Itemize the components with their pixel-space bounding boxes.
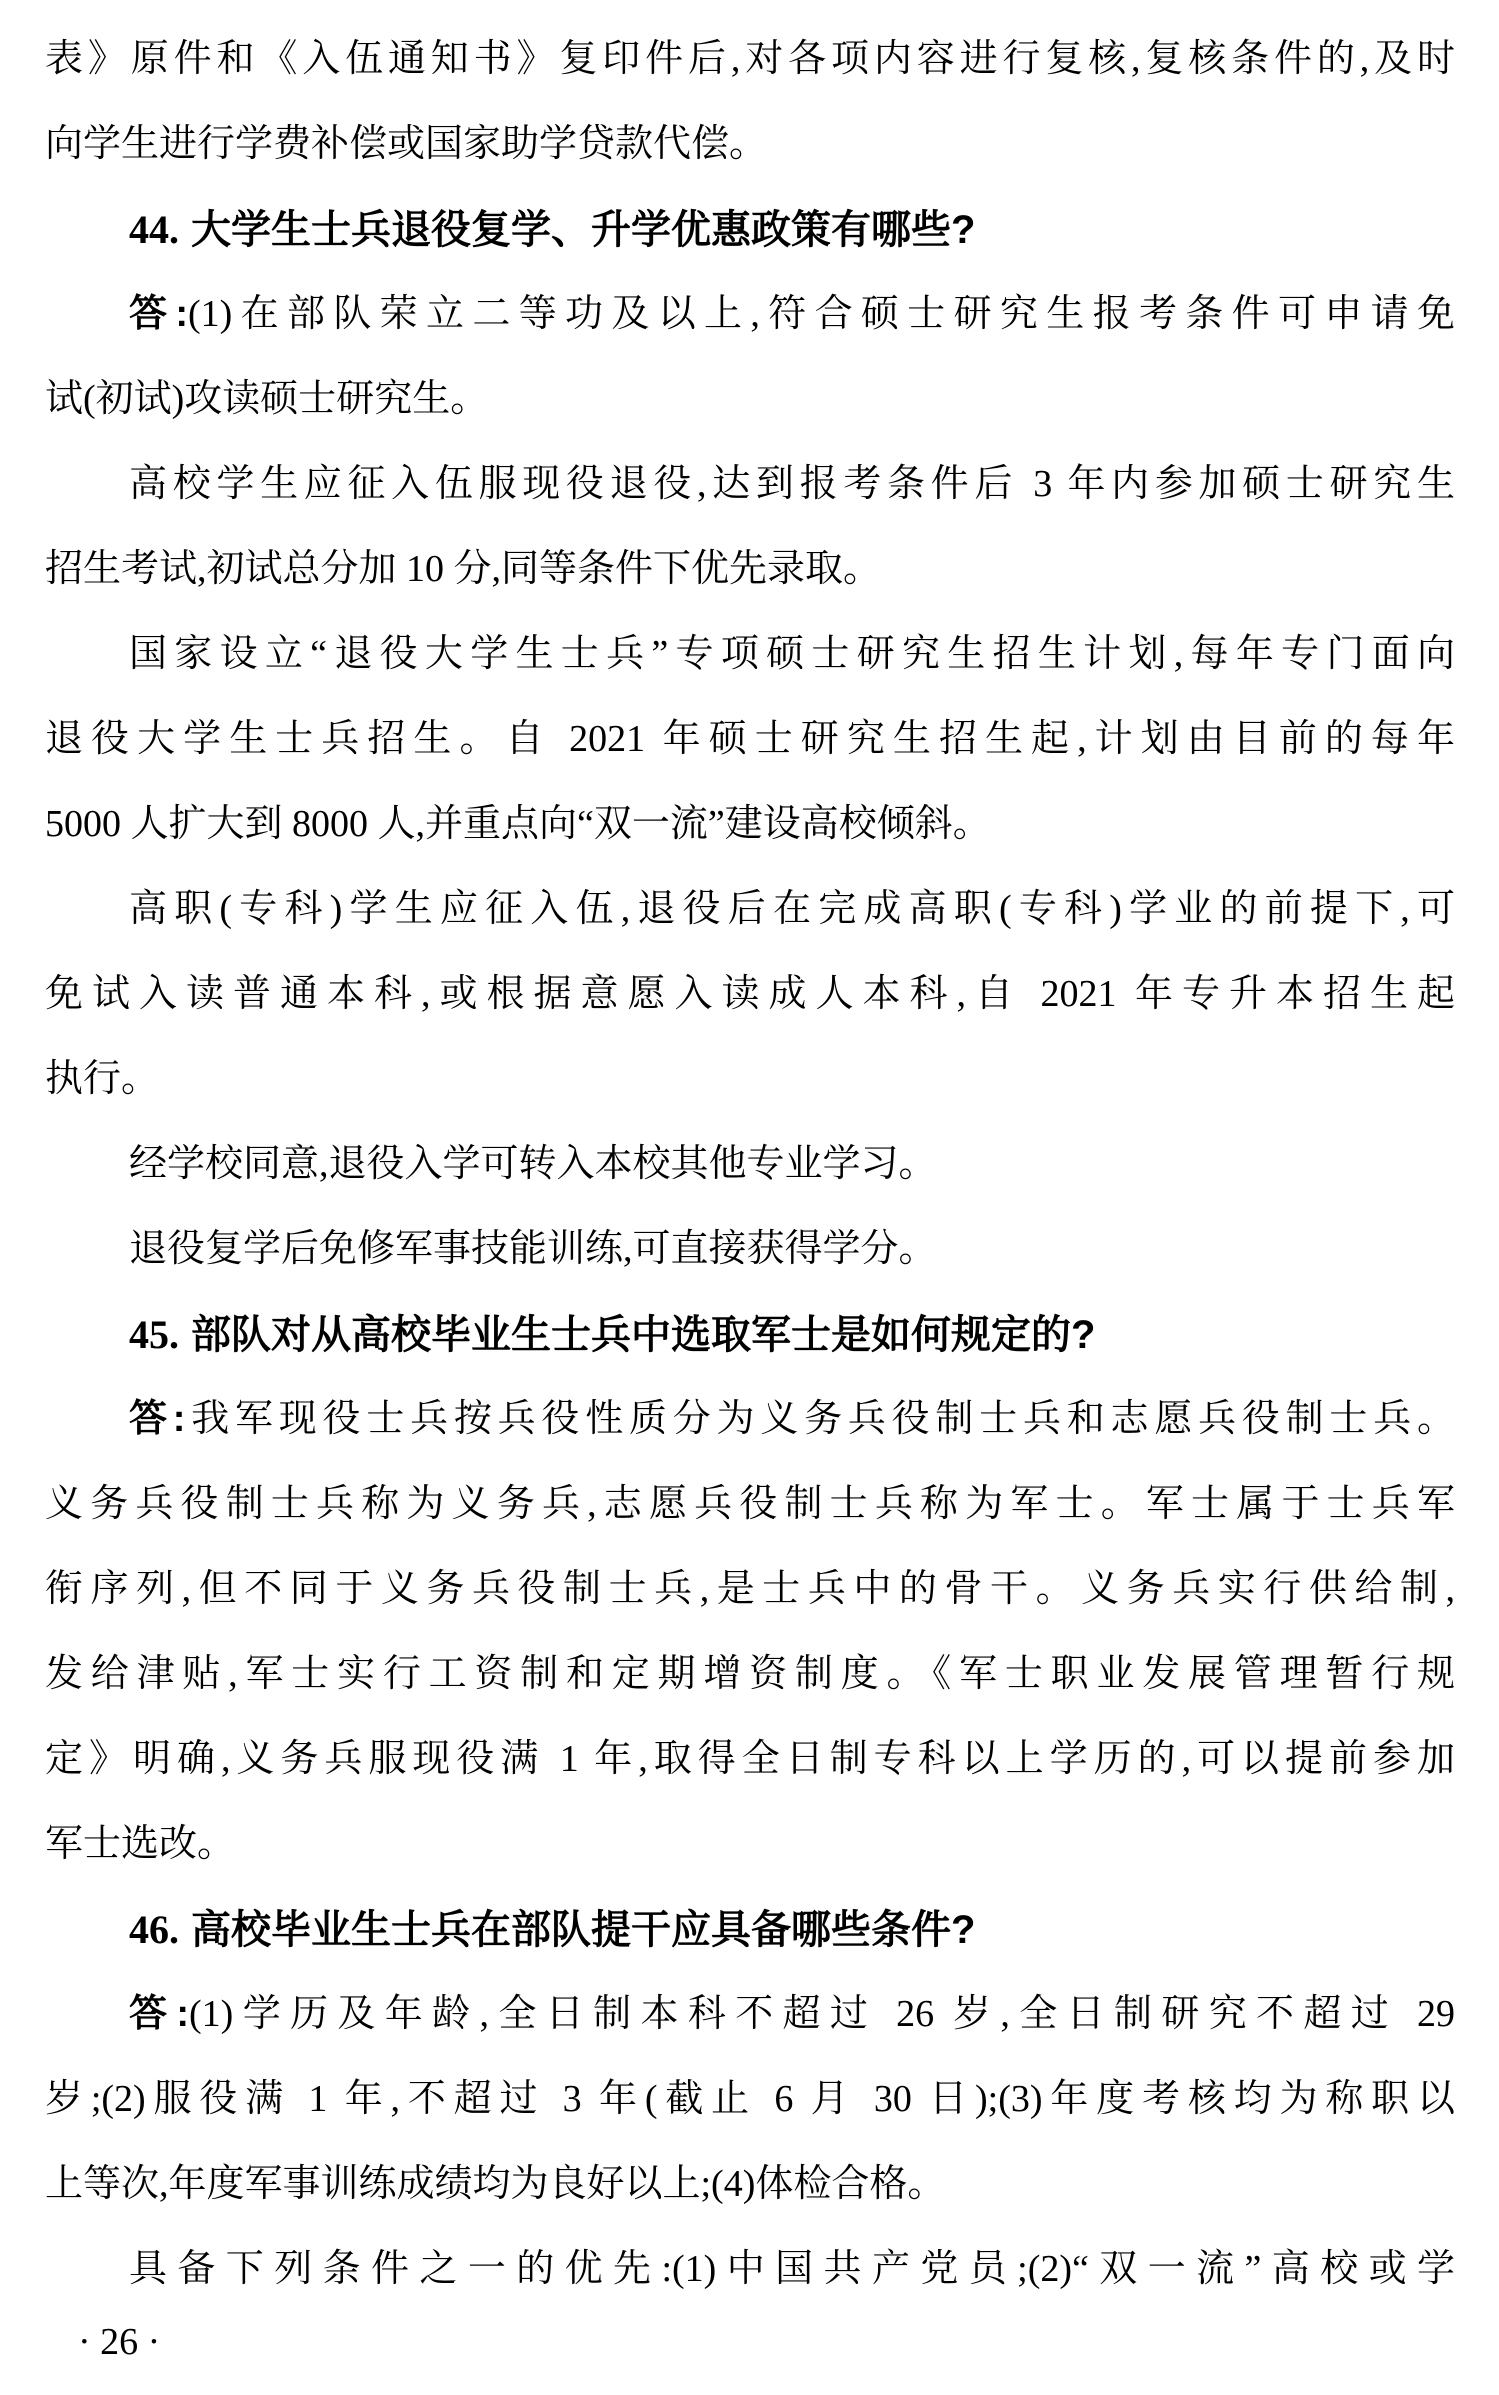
line-text: (1)在部队荣立二等功及以上,符合硕士研究生报考条件可申请免 — [188, 293, 1455, 335]
text-line — [45, 1972, 1455, 2057]
text-line — [45, 1632, 1455, 1717]
question-heading — [45, 1887, 1455, 1972]
heading-number: 46. — [129, 1907, 179, 1952]
line-text: 退役大学生士兵招生。自 2021 年硕士研究生招生起,计划由目前的每年 — [45, 718, 1455, 760]
page-number: · 26 · — [78, 2321, 161, 2363]
text-line — [45, 442, 1455, 527]
line-text: 高职(专科)学生应征入伍,退役后在完成高职(专科)学业的前提下,可 — [129, 888, 1455, 930]
text-line — [45, 527, 1455, 612]
text-line — [45, 1122, 1455, 1207]
line-text: 向学生进行学费补偿或国家助学贷款代偿。 — [45, 123, 768, 165]
text-line — [45, 2057, 1455, 2142]
text-line — [45, 1207, 1455, 1292]
text-line — [45, 102, 1455, 187]
text-line — [45, 357, 1455, 442]
line-text: 岁;(2)服役满 1 年,不超过 3 年(截止 6 月 30 日);(3)年度考核均为称职以 — [45, 2078, 1455, 2120]
line-text: 高校学生应征入伍服现役退役,达到报考条件后 3 年内参加硕士研究生 — [129, 463, 1455, 505]
line-text: 招生考试,初试总分加 10 分,同等条件下优先录取。 — [45, 548, 882, 590]
line-text: 定》明确,义务兵服现役满 1 年,取得全日制专科以上学历的,可以提前参加 — [45, 1738, 1455, 1780]
answer-prefix: 答: — [129, 1993, 190, 2035]
line-text: 具备下列条件之一的优先:(1)中国共产党员;(2)“双一流”高校或学 — [129, 2248, 1455, 2290]
text-line — [45, 1717, 1455, 1802]
line-text: 试(初试)攻读硕士研究生。 — [45, 378, 489, 420]
line-text: 经学校同意,退役入学可转入本校其他专业学习。 — [129, 1143, 937, 1185]
text-line — [45, 782, 1455, 867]
line-text: 执行。 — [45, 1058, 160, 1100]
text-line — [45, 952, 1455, 1037]
text-line — [45, 1802, 1455, 1887]
line-text: 表》原件和《入伍通知书》复印件后,对各项内容进行复核,复核条件的,及时 — [45, 38, 1455, 80]
heading-text: 高校毕业生士兵在部队提干应具备哪些条件? — [191, 1908, 976, 1952]
text-line — [45, 1377, 1455, 1462]
line-text: 免试入读普通本科,或根据意愿入读成人本科,自 2021 年专升本招生起 — [45, 973, 1455, 1015]
text-line — [45, 17, 1455, 102]
question-heading — [45, 187, 1455, 272]
text-line — [45, 1037, 1455, 1122]
heading-number: 45. — [129, 1312, 179, 1357]
line-text: 我军现役士兵按兵役性质分为义务兵役制士兵和志愿兵役制士兵。 — [185, 1398, 1455, 1440]
text-line — [45, 272, 1455, 357]
line-text: 发给津贴,军士实行工资制和定期增资制度。《军士职业发展管理暂行规 — [45, 1653, 1455, 1695]
text-line — [45, 867, 1455, 952]
line-text: (1)学历及年龄,全日制本科不超过 26 岁,全日制研究不超过 29 — [189, 1993, 1455, 2035]
text-line — [45, 2142, 1455, 2227]
line-text: 上等次,年度军事训练成绩均为良好以上;(4)体检合格。 — [45, 2163, 946, 2205]
line-text: 衔序列,但不同于义务兵役制士兵,是士兵中的骨干。义务兵实行供给制, — [45, 1568, 1455, 1610]
text-line — [45, 612, 1455, 697]
text-line — [45, 1462, 1455, 1547]
line-text: 5000 人扩大到 8000 人,并重点向“双一流”建设高校倾斜。 — [45, 803, 991, 845]
line-text: 国家设立“退役大学生士兵”专项硕士研究生招生计划,每年专门面向 — [129, 633, 1455, 675]
text-line — [45, 2227, 1455, 2312]
answer-prefix: 答: — [129, 1398, 186, 1440]
heading-text: 大学生士兵退役复学、升学优惠政策有哪些? — [191, 208, 976, 252]
line-text: 退役复学后免修军事技能训练,可直接获得学分。 — [129, 1228, 937, 1270]
text-line — [45, 697, 1455, 782]
question-heading — [45, 1292, 1455, 1377]
heading-text: 部队对从高校毕业生士兵中选取军士是如何规定的? — [191, 1313, 1096, 1357]
answer-prefix: 答: — [129, 293, 188, 335]
line-text: 军士选改。 — [45, 1823, 236, 1865]
text-line — [45, 1547, 1455, 1632]
line-text: 义务兵役制士兵称为义务兵,志愿兵役制士兵称为军士。军士属于士兵军 — [45, 1483, 1455, 1525]
heading-number: 44. — [129, 207, 179, 252]
